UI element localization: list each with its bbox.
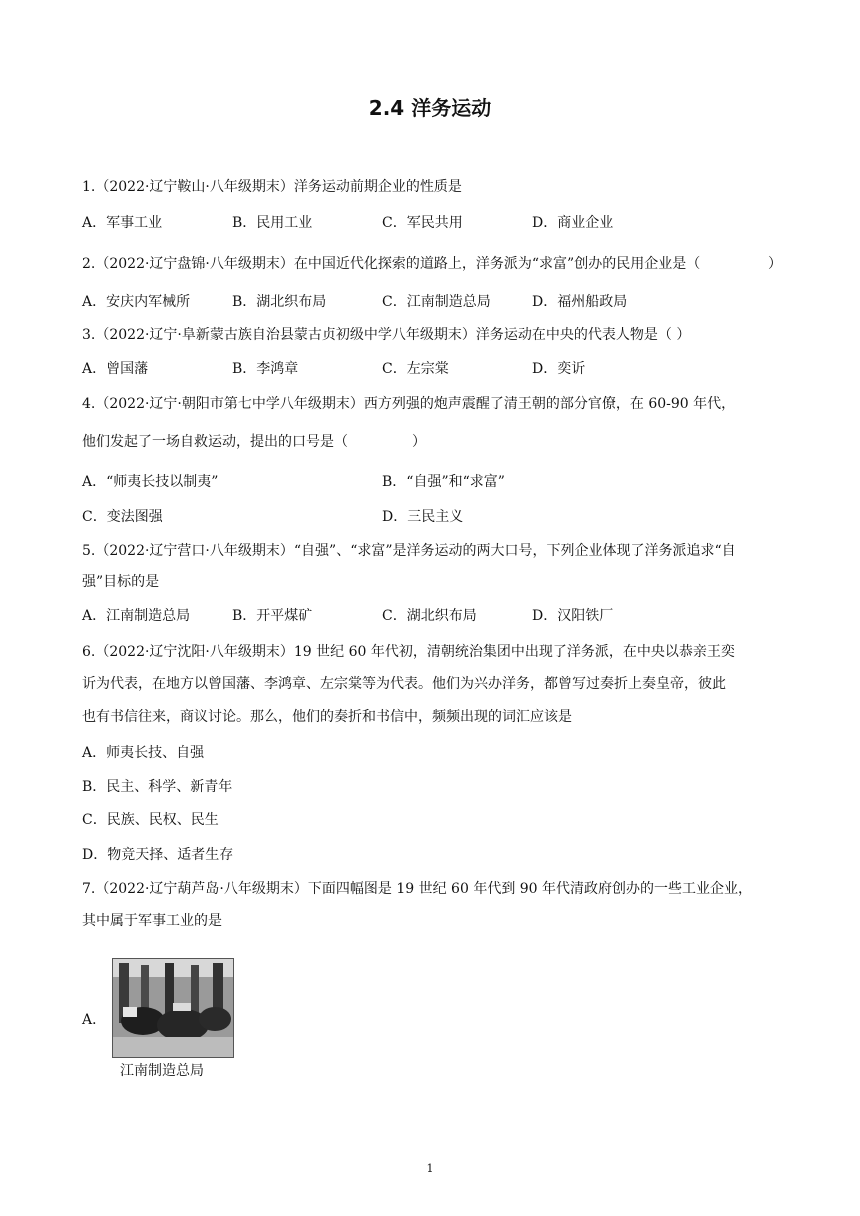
question-7-text-line-2: 其中属于军事工业的是 [82,913,222,929]
question-3-option-d: D．奕䜣 [532,361,586,377]
question-1-option-c: C．军民共用 [382,215,463,231]
question-4-option-d: D．三民主义 [382,509,464,525]
question-2-option-b: B．湖北织布局 [232,294,327,310]
question-5-option-d: D．汉阳铁厂 [532,608,614,624]
question-4-text-line-1: 4.（2022·辽宁·朝阳市第七中学八年级期末）西方列强的炮声震醒了清王朝的部分官僚，在 60-90 年代， [82,396,736,412]
question-6-option-d: D．物竞天择、适者生存 [82,847,234,863]
question-6-text-line-3: 也有书信往来，商议讨论。那么，他们的奏折和书信中，频频出现的词汇应该是 [82,709,572,725]
question-7-text-line-1: 7.（2022·辽宁葫芦岛·八年级期末）下面四幅图是 19 世纪 60 年代到 90 年代清政府创办的一些工业企业， [82,881,753,897]
question-6-text-line-1: 6.（2022·辽宁沈阳·八年级期末）19 世纪 60 年代初，清朝统治集团中出现了洋务派，在中央以恭亲王奕 [82,644,735,660]
question-6-option-a: A．师夷长技、自强 [82,745,205,761]
question-2-option-d: D．福州船政局 [532,294,628,310]
question-3-option-a: A．曾国藩 [82,361,149,377]
question-5-text-line-1: 5.（2022·辽宁营口·八年级期末）“自强”、“求富”是洋务运动的两大口号，下列企业体现了洋务派追求“自 [82,543,736,559]
question-3-text: 3.（2022·辽宁·阜新蒙古族自治县蒙古贞初级中学八年级期末）洋务运动在中央的代表人物是（ ） [82,327,691,343]
question-4-option-c: C．变法图强 [82,509,163,525]
question-1-option-a: A．军事工业 [82,215,163,231]
question-7-option-a: A． [82,1012,107,1028]
figure-caption: 江南制造总局 [120,1063,204,1079]
question-6-option-b: B．民主、科学、新青年 [82,779,233,795]
question-2-text: 2.（2022·辽宁盘锦·八年级期末）在中国近代化探索的道路上，洋务派为“求富”创办的民用企业是（ [82,256,701,272]
question-5-option-a: A．江南制造总局 [82,608,191,624]
question-4-option-b: B．“自强”和“求富” [382,474,505,490]
question-4-text-line-2: 他们发起了一场自救运动，提出的口号是（ [82,434,348,450]
question-1-option-b: B．民用工业 [232,215,313,231]
question-5-option-c: C．湖北织布局 [382,608,477,624]
question-2-option-a: A．安庆内军械所 [82,294,191,310]
question-2-option-c: C．江南制造总局 [382,294,491,310]
question-4-paren-close: ） [412,434,426,450]
question-3-option-b: B．李鸿章 [232,361,299,377]
question-6-text-line-2: 䜣为代表，在地方以曾国藩、李鸿章、左宗棠等为代表。他们为兴办洋务，都曾写过奏折上奏皇帝，彼此 [82,676,726,692]
question-4-option-a: A．“师夷长技以制夷” [82,474,219,490]
question-1-text: 1.（2022·辽宁鞍山·八年级期末）洋务运动前期企业的性质是 [82,179,462,195]
question-1-option-d: D．商业企业 [532,215,614,231]
page-number: 1 [426,1162,434,1175]
page-title: 2.4 洋务运动 [368,96,492,120]
factory-photo [112,958,234,1058]
question-2-paren-close: ） [768,256,782,272]
question-5-text-line-2: 强”目标的是 [82,574,160,590]
question-5-option-b: B．开平煤矿 [232,608,313,624]
question-6-option-c: C．民族、民权、民生 [82,812,219,828]
question-3-option-c: C．左宗棠 [382,361,449,377]
